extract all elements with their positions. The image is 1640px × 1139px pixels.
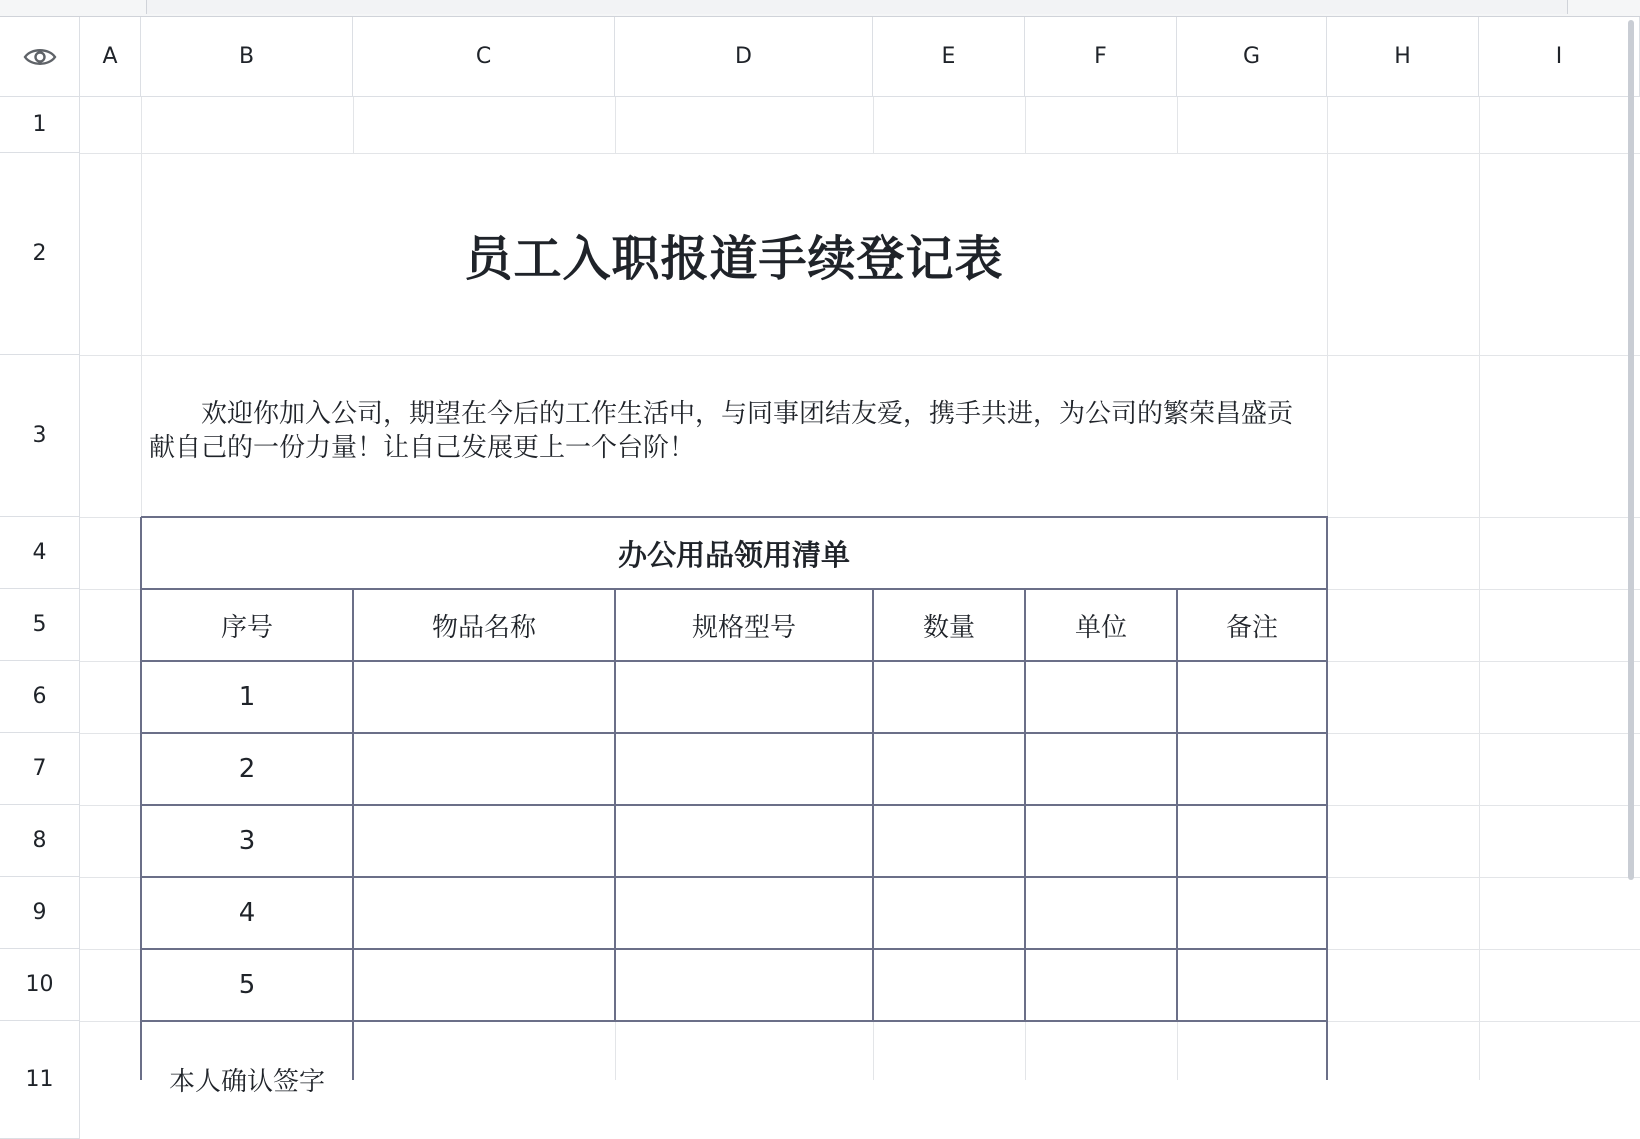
column-header-g[interactable]: G — [1177, 17, 1327, 97]
row-header-10[interactable]: 10 — [0, 949, 80, 1021]
sign-label-cell[interactable]: 本人确认签字 — [168, 1067, 325, 1097]
column-header-f[interactable]: F — [1025, 17, 1177, 97]
row-header-2[interactable]: 2 — [0, 153, 80, 355]
intro-text[interactable]: 欢迎你加入公司，期望在今后的工作生活中，与同事团结友爱，携手共进，为公司的繁荣昌盛贡献自己的一份力量！让自己发展更上一个台阶！ — [149, 399, 1294, 463]
column-header-h[interactable]: H — [1327, 17, 1479, 97]
row-header-5[interactable]: 5 — [0, 589, 80, 661]
formula-input[interactable] — [146, 0, 1568, 14]
header-cell-item-name[interactable]: 物品名称 — [431, 612, 536, 643]
index-cell[interactable]: 3 — [238, 826, 256, 856]
row-header-9[interactable]: 9 — [0, 877, 80, 949]
column-header-b[interactable]: B — [141, 17, 353, 97]
eye-icon[interactable] — [0, 17, 80, 97]
row-header-1[interactable]: 1 — [0, 97, 80, 153]
index-cell[interactable]: 4 — [238, 898, 256, 928]
header-cell-spec[interactable]: 规格型号 — [691, 612, 796, 643]
row-header-7[interactable]: 7 — [0, 733, 80, 805]
row-header-11[interactable]: 11 — [0, 1021, 80, 1139]
header-cell-index[interactable]: 序号 — [220, 612, 273, 643]
header-cell-unit[interactable]: 单位 — [1074, 612, 1127, 643]
row-header-3[interactable]: 3 — [0, 355, 80, 517]
row-header-6[interactable]: 6 — [0, 661, 80, 733]
index-cell[interactable]: 1 — [238, 682, 256, 712]
column-header-e[interactable]: E — [873, 17, 1025, 97]
row-header-8[interactable]: 8 — [0, 805, 80, 877]
column-header-a[interactable]: A — [80, 17, 141, 97]
header-cell-remarks[interactable]: 备注 — [1225, 612, 1278, 643]
index-cell[interactable]: 2 — [238, 754, 256, 784]
index-cell[interactable]: 5 — [238, 970, 256, 1000]
column-header-i[interactable]: I — [1479, 17, 1640, 97]
formula-bar — [0, 0, 1640, 17]
vertical-scrollbar[interactable] — [1628, 20, 1634, 880]
column-header-c[interactable]: C — [353, 17, 615, 97]
sheet-title[interactable]: 员工入职报道手续登记表 — [464, 230, 1004, 287]
header-cell-quantity[interactable]: 数量 — [922, 612, 975, 643]
section-title[interactable]: 办公用品领用清单 — [617, 537, 850, 572]
column-header-d[interactable]: D — [615, 17, 873, 97]
row-header-4[interactable]: 4 — [0, 517, 80, 589]
